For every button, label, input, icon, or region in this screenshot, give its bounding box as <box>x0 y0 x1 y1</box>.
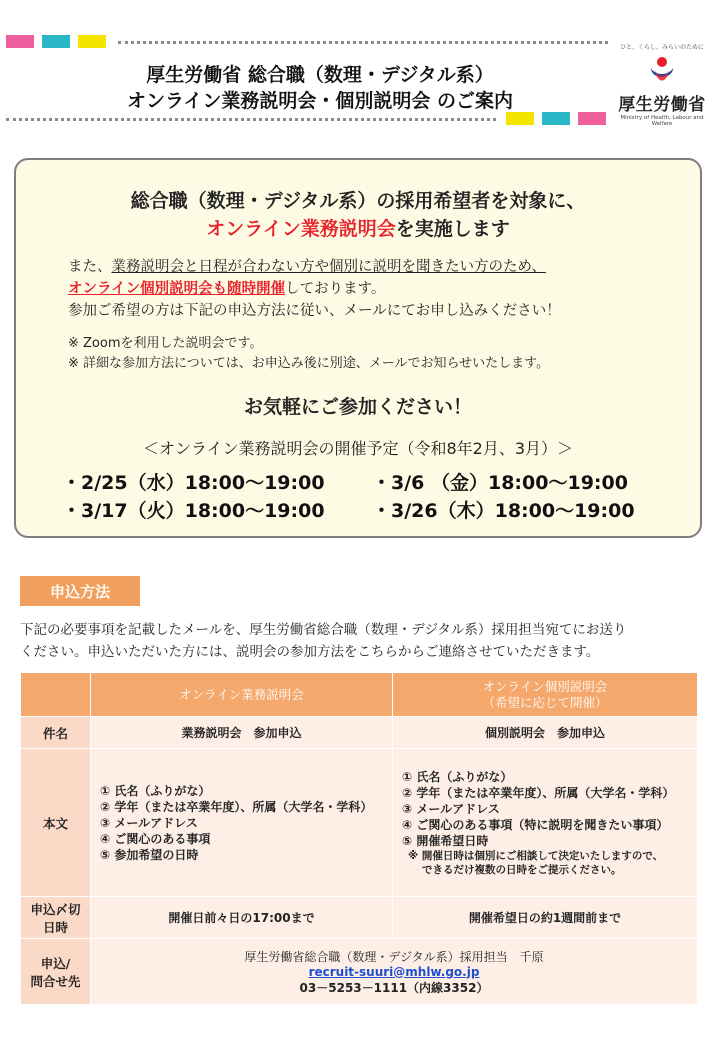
schedule-item-1: ・2/25（水）18:00～19:00 <box>62 472 325 494</box>
section-label-application: 申込方法 <box>20 576 140 606</box>
row-label-contact-line1: 申込/ <box>40 955 71 971</box>
subject-business: 業務説明会 参加申込 <box>91 717 393 749</box>
info-lead-line1: 総合職（数理・デジタル系）の採用希望者を対象に、 <box>130 190 586 212</box>
deco-square-yellow <box>78 35 106 48</box>
table-header-row <box>21 673 698 717</box>
table-row-body <box>21 749 698 897</box>
info-note-zoom: ※ Zoomを利用した説明会です。 <box>68 336 263 351</box>
info-paragraph-2 <box>68 277 385 298</box>
application-intro-line2: ください。申込いただいた方には、説明会の参加方法をこちらからご連絡させていただきます。 <box>20 644 600 660</box>
body-business-item-4: ④ ご関心のある事項 <box>100 831 211 846</box>
contact-cell <box>91 939 698 1005</box>
contact-email-link[interactable]: recruit-suuri@mhlw.go.jp <box>308 964 480 979</box>
contact-phone: 03－5253－1111（内線3352） <box>299 980 489 995</box>
info-paragraph-1 <box>68 255 546 276</box>
body-individual <box>393 749 698 897</box>
table-header-individual-line2: （希望に応じて開催） <box>482 694 608 710</box>
schedule-title: ＜オンライン業務説明会の開催予定（令和8年2月、3月）＞ <box>142 439 574 458</box>
contact-line: 厚生労働省総合職（数理・デジタル系）採用担当 千原 <box>244 949 544 964</box>
row-label-deadline-line1: 申込〆切 <box>30 901 81 917</box>
info-lead-highlight: オンライン業務説明会 <box>206 218 396 240</box>
table-header-business: オンライン業務説明会 <box>91 673 393 717</box>
info-lead-line2 <box>16 214 700 241</box>
subject-individual: 個別説明会 参加申込 <box>393 717 698 749</box>
schedule-item-4: ・3/26（木）18:00～19:00 <box>372 500 635 522</box>
logo-english: Ministry of Health, Labour and Welfare <box>620 115 704 127</box>
table-header-corner <box>21 673 91 717</box>
ministry-logo <box>612 42 712 127</box>
row-label-deadline <box>21 897 91 939</box>
schedule-item-2: ・3/6 （金）18:00～19:00 <box>372 472 628 494</box>
table-row-subject <box>21 717 698 749</box>
deco-dotted-line-bottom <box>6 118 496 121</box>
deco-square-pink <box>6 35 34 48</box>
logo-name: 厚生労働省 <box>618 95 706 115</box>
body-individual-note-1: ※ 開催日時は個別にご相談して決定いたしますので、 <box>408 849 664 862</box>
body-business-item-3: ③ メールアドレス <box>100 815 198 830</box>
deco-square-yellow-2 <box>506 112 534 125</box>
deco-square-teal <box>42 35 70 48</box>
page-title-line1: 厚生労働省 総合職（数理・デジタル系） <box>146 64 494 86</box>
deadline-business: 開催日前々日の17:00まで <box>91 897 393 939</box>
info-p1-prefix: また、 <box>68 259 112 275</box>
body-individual-item-4: ④ ご関心のある事項（特に説明を聞きたい事項） <box>402 817 669 832</box>
info-note-details: ※ 詳細な参加方法については、お申込み後に別途、メールでお知らせいたします。 <box>68 356 550 371</box>
info-p2-highlight: オンライン個別説明会も随時開催 <box>68 281 286 297</box>
info-lead-rest: を実施します <box>395 218 510 240</box>
row-label-contact <box>21 939 91 1005</box>
table-row-deadline <box>21 897 698 939</box>
info-paragraph-3: 参加ご希望の方は下記の申込方法に従い、メールにてお申し込みください！ <box>68 303 561 319</box>
table-row-contact <box>21 939 698 1005</box>
body-business-item-5: ⑤ 参加希望の日時 <box>100 847 199 862</box>
deco-dotted-line-top <box>118 41 608 44</box>
deadline-individual: 開催希望日の約1週間前まで <box>393 897 698 939</box>
info-p1-underlined: 業務説明会と日程が合わない方や個別に説明を聞きたい方のため、 <box>111 259 546 275</box>
info-box <box>14 158 702 538</box>
body-individual-item-2: ② 学年（または卒業年度）、所属（大学名・学科） <box>402 785 675 800</box>
body-business-item-1: ① 氏名（ふりがな） <box>100 783 211 798</box>
application-table <box>20 672 698 1005</box>
body-individual-note-2: できるだけ複数の日時をご提示ください。 <box>422 863 622 876</box>
deco-square-teal-2 <box>542 112 570 125</box>
body-individual-item-1: ① 氏名（ふりがな） <box>402 769 513 784</box>
body-individual-item-3: ③ メールアドレス <box>402 801 500 816</box>
row-label-subject: 件名 <box>21 717 91 749</box>
body-individual-item-5: ⑤ 開催希望日時 <box>402 833 489 848</box>
info-cta: お気軽にご参加ください！ <box>243 396 472 418</box>
row-label-contact-line2: 問合せ先 <box>30 973 81 989</box>
table-header-individual <box>393 673 698 717</box>
row-label-deadline-line2: 日時 <box>42 919 68 935</box>
schedule-item-3: ・3/17（火）18:00～19:00 <box>62 500 325 522</box>
info-p2-rest: しております。 <box>285 281 386 297</box>
body-business <box>91 749 393 897</box>
deco-square-pink-2 <box>578 112 606 125</box>
application-intro-line1: 下記の必要事項を記載したメールを、厚生労働省総合職（数理・デジタル系）採用担当宛てにお送り <box>20 622 627 638</box>
mhlw-logo-icon <box>645 54 679 88</box>
body-business-item-2: ② 学年（または卒業年度）、所属（大学名・学科） <box>100 799 373 814</box>
logo-tagline: ひと、くらし、みらいのために <box>619 44 704 51</box>
table-header-individual-line1: オンライン個別説明会 <box>482 678 608 694</box>
row-label-body: 本文 <box>21 749 91 897</box>
page-title-line2: オンライン業務説明会・個別説明会 のご案内 <box>126 90 514 112</box>
